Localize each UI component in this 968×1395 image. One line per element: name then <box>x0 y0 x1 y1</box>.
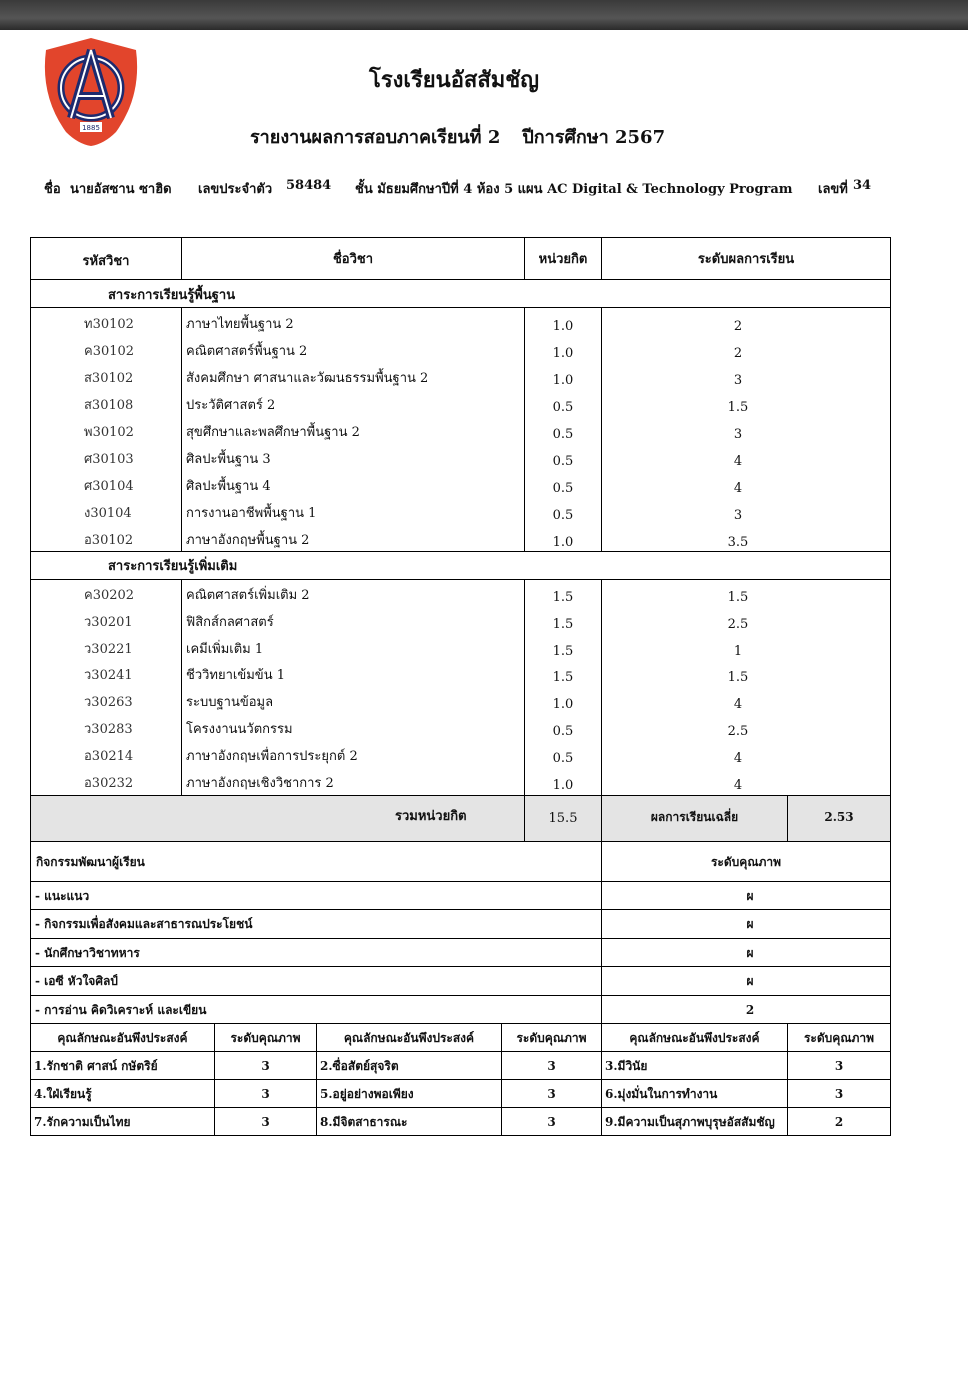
subject-credit: 0.5 <box>552 427 574 442</box>
subject-name: การงานอาชีพพื้นฐาน 1 <box>186 506 317 521</box>
subject-credit: 0.5 <box>552 481 574 496</box>
subject-code: ศ30103 <box>84 452 134 467</box>
subject-grade: 4 <box>733 750 743 766</box>
trait-name: 3.มีวินัย <box>605 1059 648 1073</box>
activity-name: - กิจกรรมเพื่อสังคมและสาธารณประโยชน์ <box>35 917 253 931</box>
student-number: 34 <box>853 178 872 193</box>
total-credits-label: รวมหน่วยกิต <box>395 809 467 824</box>
subject-credit: 0.5 <box>552 724 574 739</box>
subject-grade: 4 <box>733 454 743 469</box>
subject-credit: 1.0 <box>552 697 574 713</box>
subject-credit: 1.0 <box>552 777 574 793</box>
activity-level: ผ <box>746 917 754 931</box>
trait-name: 9.มีความเป็นสุภาพบุรุษอัสสัมชัญ <box>605 1115 775 1129</box>
subject-name: ภาษาอังกฤษพื้นฐาน 2 <box>186 533 310 548</box>
subject-name: ระบบฐานข้อมูล <box>186 695 274 711</box>
subject-name: ฟิสิกส์กลศาสตร์ <box>186 614 274 630</box>
subject-code: ท30102 <box>84 317 134 332</box>
subject-name: ภาษาไทยพื้นฐาน 2 <box>186 317 294 332</box>
header-code: รหัสวิชา <box>82 254 130 269</box>
subject-credit: 1.0 <box>552 319 574 334</box>
trait-name: 4.ใฝ่เรียนรู้ <box>34 1087 92 1101</box>
subject-name: เคมีเพิ่มเติม 1 <box>186 641 264 657</box>
student-number-label: เลขที่ <box>818 182 848 197</box>
subject-grade: 3 <box>733 427 743 442</box>
subject-grade: 3 <box>733 508 743 523</box>
subject-credit: 1.0 <box>552 535 574 550</box>
subject-name: ภาษาอังกฤษเชิงวิชาการ 2 <box>186 775 334 791</box>
trait-name: 6.มุ่งมั่นในการทำงาน <box>605 1087 718 1101</box>
traits-header-2: คุณลักษณะอันพึงประสงค์ <box>343 1031 475 1045</box>
activity-level: ผ <box>746 889 754 903</box>
subject-grade: 2.5 <box>727 724 749 739</box>
subject-code: ค30102 <box>84 344 135 359</box>
subject-grade: 4 <box>733 697 743 713</box>
subject-code: ส30108 <box>84 398 134 413</box>
subject-grade: 2 <box>733 346 743 361</box>
activity-name: - การอ่าน คิดวิเคราะห์ และเขียน <box>35 1003 207 1017</box>
subject-credit: 1.0 <box>552 373 574 388</box>
traits-header-3: คุณลักษณะอันพึงประสงค์ <box>629 1031 760 1045</box>
subject-code: ค30202 <box>84 588 135 603</box>
subject-grade: 2 <box>733 319 743 334</box>
activity-name: - นักศึกษาวิชาทหาร <box>35 946 140 960</box>
gpa-value: 2.53 <box>824 810 854 824</box>
trait-level: 3 <box>261 1115 270 1129</box>
trait-name: 8.มีจิตสาธารณะ <box>320 1115 408 1129</box>
subject-grade: 1.5 <box>727 670 749 686</box>
subject-name: สังคมศึกษา ศาสนาและวัฒนธรรมพื้นฐาน 2 <box>186 371 429 386</box>
trait-level: 3 <box>261 1087 270 1101</box>
subject-code: อ30102 <box>84 533 134 548</box>
trait-level: 3 <box>547 1059 556 1073</box>
header-grade: ระดับผลการเรียน <box>697 252 795 267</box>
subject-credit: 0.5 <box>552 400 574 415</box>
traits-level-header-2: ระดับคุณภาพ <box>516 1031 587 1045</box>
subject-code: ว30263 <box>84 695 133 711</box>
subject-code: ส30102 <box>84 371 134 386</box>
subject-credit: 1.0 <box>552 346 574 361</box>
top-bar <box>0 0 968 30</box>
section-basic: สาระการเรียนรู้พื้นฐาน <box>108 288 236 303</box>
subject-name: คณิตศาสตร์พื้นฐาน 2 <box>186 344 308 359</box>
school-name: โรงเรียนอัสสัมชัญ <box>369 67 539 93</box>
subject-name: ศิลปะพื้นฐาน 4 <box>186 479 271 494</box>
subject-code: ศ30104 <box>84 479 134 494</box>
header-credit: หน่วยกิต <box>538 252 588 267</box>
trait-level: 3 <box>547 1087 556 1101</box>
student-id-label: เลขประจำตัว <box>198 182 273 197</box>
subject-grade: 1 <box>733 643 743 659</box>
activities-header: กิจกรรมพัฒนาผู้เรียน <box>36 855 145 869</box>
activity-name: - เอซี หัวใจศิลป์ <box>35 974 118 988</box>
activity-level: 2 <box>745 1003 755 1017</box>
subject-grade: 3.5 <box>727 535 749 550</box>
traits-level-header-3: ระดับคุณภาพ <box>803 1031 875 1045</box>
trait-name: 2.ซื่อสัตย์สุจริต <box>320 1059 399 1073</box>
trait-name: 7.รักความเป็นไทย <box>34 1115 131 1129</box>
activities-level-header: ระดับคุณภาพ <box>710 855 782 869</box>
subject-grade: 4 <box>733 777 743 793</box>
subject-grade: 3 <box>733 373 743 388</box>
subject-code: ว30241 <box>84 668 133 684</box>
subject-code: ว30221 <box>84 641 133 657</box>
subject-credit: 1.5 <box>552 590 574 605</box>
subject-credit: 1.5 <box>552 616 574 632</box>
subject-credit: 0.5 <box>552 454 574 469</box>
subject-name: คณิตศาสตร์เพิ่มเติม 2 <box>186 588 310 603</box>
subject-name: ประวัติศาสตร์ 2 <box>186 398 276 413</box>
student-id: 58484 <box>286 178 332 193</box>
subject-name: ศิลปะพื้นฐาน 3 <box>186 452 271 467</box>
trait-name: 5.อยู่อย่างพอเพียง <box>320 1087 414 1101</box>
activity-name: - แนะแนว <box>35 889 90 903</box>
subject-grade: 1.5 <box>727 400 749 415</box>
report-title: รายงานผลการสอบภาคเรียนที่ 2 ปีการศึกษา 2567 <box>250 127 666 148</box>
traits-header-1: คุณลักษณะอันพึงประสงค์ <box>57 1031 188 1045</box>
trait-name: 1.รักชาติ ศาสน์ กษัตริย์ <box>34 1059 158 1073</box>
subject-code: พ30102 <box>84 425 134 440</box>
trait-level: 3 <box>834 1059 844 1073</box>
subject-grade: 4 <box>733 481 743 496</box>
logo-year: 1885 <box>82 124 100 132</box>
header-subject: ชื่อวิชา <box>332 252 374 267</box>
subject-grade: 1.5 <box>727 590 749 605</box>
subject-code: ว30201 <box>84 614 133 630</box>
student-class: ชั้น มัธยมศึกษาปีที่ 4 ห้อง 5 แผน AC Digital & Technology Program <box>355 182 793 197</box>
subject-credit: 1.5 <box>552 643 574 659</box>
subject-code: อ30232 <box>84 775 134 791</box>
student-name-label: ชื่อ <box>44 182 61 197</box>
trait-level: 3 <box>261 1059 270 1073</box>
subject-name: สุขศึกษาและพลศึกษาพื้นฐาน 2 <box>186 425 360 440</box>
subject-name: ภาษาอังกฤษเพื่อการประยุกต์ 2 <box>186 748 358 764</box>
subject-credit: 1.5 <box>552 670 574 686</box>
subject-credit: 0.5 <box>552 508 574 523</box>
subject-name: ชีววิทยาเข้มข้น 1 <box>186 668 285 684</box>
section-extra: สาระการเรียนรู้เพิ่มเติม <box>108 559 238 574</box>
total-credits: 15.5 <box>548 811 578 826</box>
traits-level-header-1: ระดับคุณภาพ <box>230 1031 301 1045</box>
trait-level: 2 <box>834 1115 844 1129</box>
subject-code: ว30283 <box>84 722 133 737</box>
activity-level: ผ <box>746 974 754 988</box>
subject-name: โครงงานนวัตกรรม <box>186 722 293 737</box>
trait-level: 3 <box>547 1115 556 1129</box>
subject-grade: 2.5 <box>727 616 749 632</box>
subject-code: อ30214 <box>84 748 134 764</box>
activity-level: ผ <box>746 946 754 960</box>
trait-level: 3 <box>834 1087 844 1101</box>
subject-credit: 0.5 <box>552 750 574 766</box>
gpa-label: ผลการเรียนเฉลี่ย <box>650 810 739 824</box>
student-name: นายอัสซาน ซาฮิด <box>70 182 172 197</box>
subject-code: ง30104 <box>84 506 132 521</box>
